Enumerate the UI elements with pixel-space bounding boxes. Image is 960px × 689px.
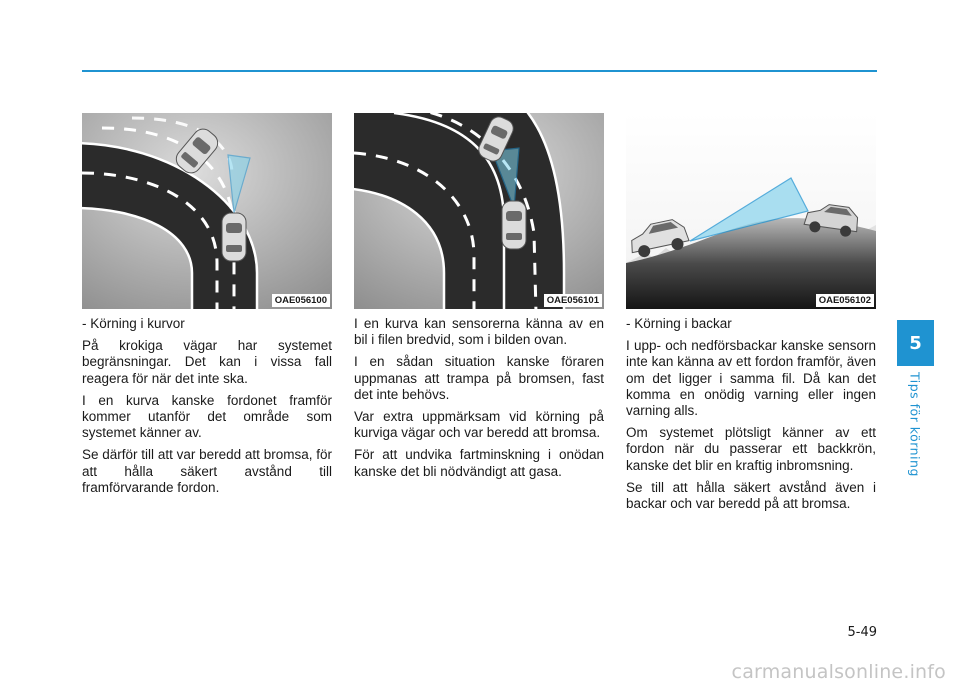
watermark-link[interactable]: carmanualsonline.info <box>731 661 946 683</box>
paragraph: I en kurva kanske fordonet framför kommer utanför det område som systemet känner av. <box>82 392 332 441</box>
column-adjacent-lane <box>354 113 604 486</box>
paragraph: I en sådan situation kanske föraren uppmanas att trampa på bromsen, fast det inte behövs. <box>354 354 604 402</box>
figure-adjacent-lane <box>354 113 604 309</box>
figure-code: OAE056100 <box>272 294 330 307</box>
section-heading: - Körning i backar <box>626 316 732 331</box>
text-block <box>82 316 332 496</box>
paragraph: Se till att hålla säkert avstånd även i backar och var beredd på att bromsa. <box>626 479 876 512</box>
paragraph: Var extra uppmärksam vid körning på kurviga vägar och var beredd att bromsa. <box>354 409 604 441</box>
paragraph: För att undvika fartminskning i onödan kanske det bli nödvändigt att gasa. <box>354 447 604 479</box>
curve-road-illustration <box>82 113 332 309</box>
paragraph: Om systemet plötsligt känner av ett fordon när du passerar ett backkrön, kanske det blir en kraftig inbromsning. <box>626 425 876 473</box>
figure-code: OAE056102 <box>816 294 874 307</box>
figure-code: OAE056101 <box>544 294 602 307</box>
column-curves <box>82 113 332 502</box>
header-rule <box>82 70 877 72</box>
chapter-number-tab: 5 <box>897 320 934 366</box>
paragraph: I upp- och nedförsbackar kanske sensorn inte kan känna av ett fordon framför, även om det ligger i samma fil. Då kan det komma en onödig varning eller ingen varning alls. <box>626 338 876 419</box>
hill-illustration <box>626 113 876 309</box>
text-block <box>626 316 876 512</box>
paragraph: Se därför till att var beredd att bromsa, för att hålla säkert avstånd till framförvarande fordon. <box>82 447 332 495</box>
page-number: 5-49 <box>847 625 877 640</box>
paragraph: I en kurva kan sensorerna känna av en bil i filen bredvid, som i bilden ovan. <box>354 316 604 348</box>
section-heading: - Körning i kurvor <box>82 316 185 331</box>
adjacent-lane-illustration <box>354 113 604 309</box>
chapter-title: Tips för körning <box>907 372 923 477</box>
figure-hill <box>626 113 876 309</box>
text-block <box>354 316 604 480</box>
paragraph: På krokiga vägar har systemet begränsningar. Det kan i vissa fall reagera för när det inte ska. <box>82 338 332 386</box>
column-hills <box>626 113 876 518</box>
figure-curve-road <box>82 113 332 309</box>
